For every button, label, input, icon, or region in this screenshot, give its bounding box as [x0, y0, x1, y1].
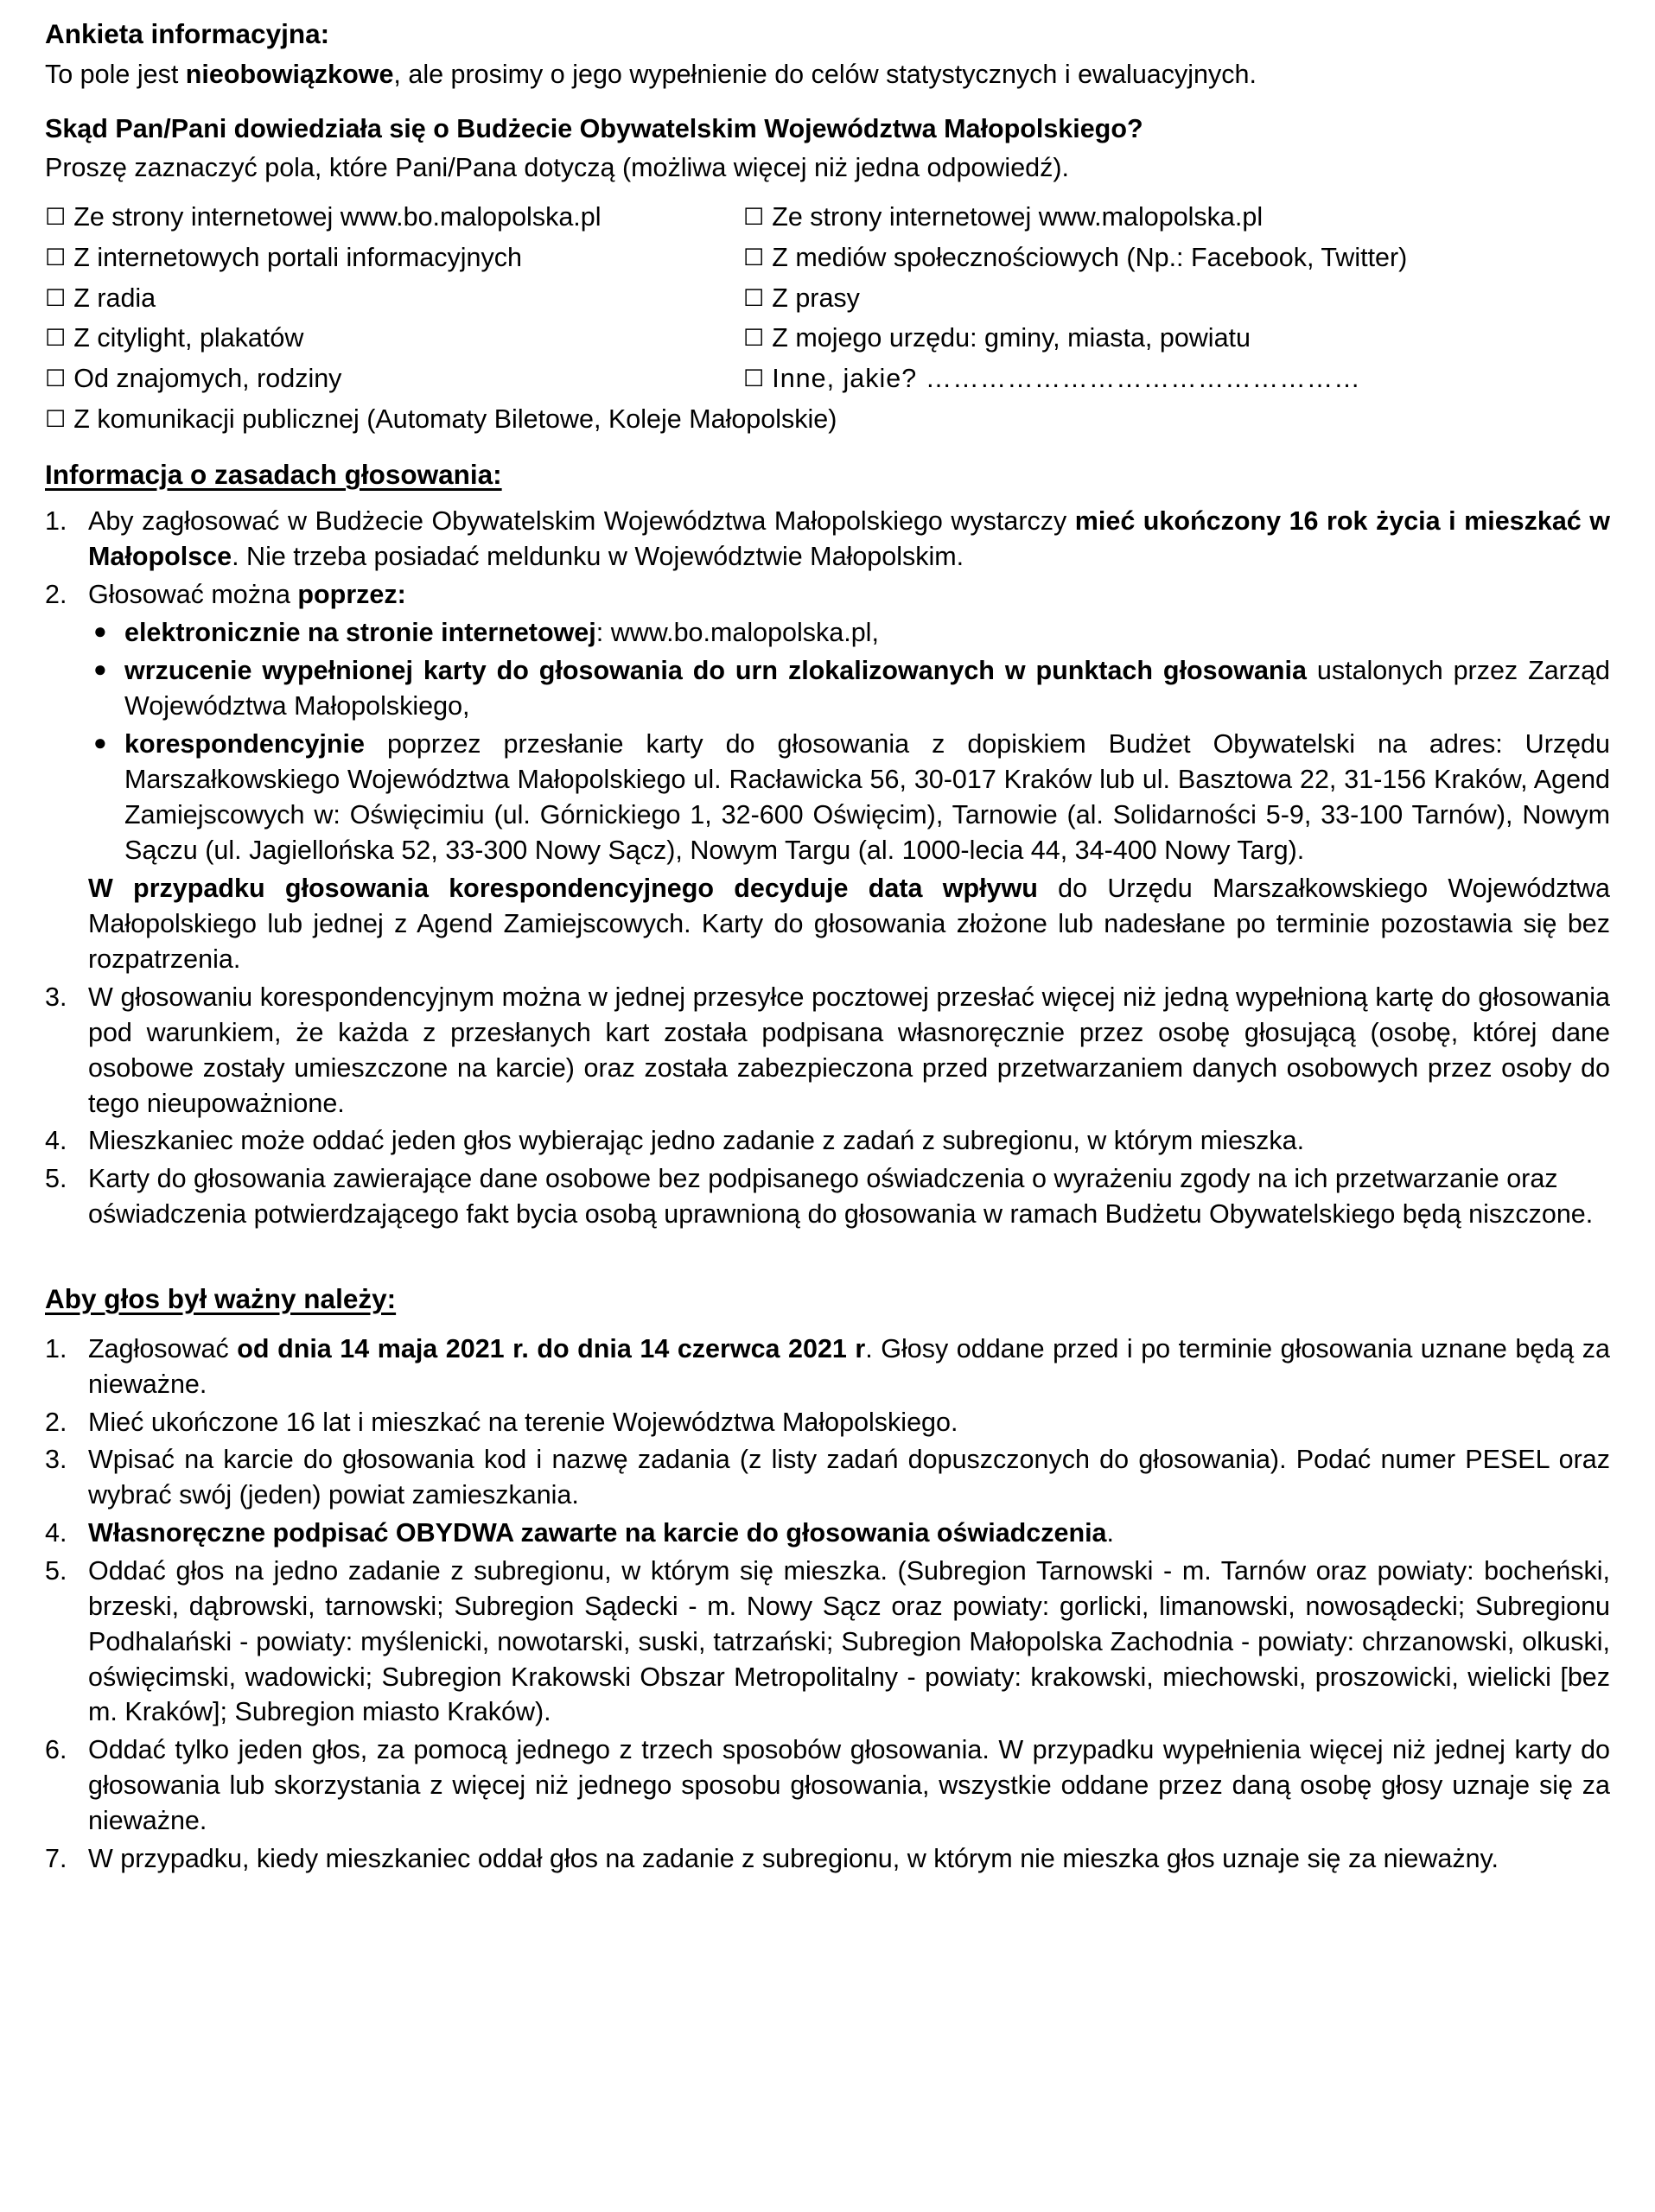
list-marker: 5. — [45, 1556, 67, 1586]
validity-heading: Aby głos był ważny należy: — [45, 1282, 397, 1314]
checkbox-option-znajomi-rodzina[interactable] — [45, 361, 743, 397]
survey-options-grid — [45, 200, 1610, 437]
text-part: Zagłosować — [88, 1333, 238, 1363]
bullet-icon: ● — [93, 728, 107, 755]
survey-heading: Ankieta informacyjna: — [45, 18, 330, 49]
list-text: Oddać tylko jeden głos, za pomocą jednego z trzech sposobów głosowania. W przypadku wypełnienia więcej niż jednej karty do głosowania lub skorzystania z więcej niż jednego sposobu głosowania, wszystkie oddane przez daną osobę głosy uznaje się za nieważne. — [88, 1735, 1610, 1836]
voting-methods-list — [45, 615, 1610, 868]
text-part: : www.bo.malopolska.pl, — [595, 618, 879, 648]
checkbox-cell-right — [743, 281, 1610, 316]
rules-section — [45, 456, 1610, 1232]
survey-section — [45, 16, 1610, 437]
checkbox-row — [45, 281, 1610, 316]
rules-list-item — [45, 504, 1610, 575]
checkbox-row — [45, 321, 1610, 356]
checkbox-icon[interactable]: ☐ — [743, 325, 765, 353]
validity-list — [45, 1332, 1610, 1877]
text-bold: wrzucenie wypełnionej karty do głosowania do urn zlokalizowanych w punktach głosowania — [124, 656, 1307, 686]
checkbox-option-media-spolecznosciowe[interactable] — [743, 240, 1610, 276]
checkbox-icon[interactable]: ☐ — [45, 203, 67, 231]
list-text — [88, 577, 1610, 613]
checkbox-label: Z citylight, plakatów — [73, 323, 304, 353]
checkbox-option-prasa[interactable] — [743, 281, 1610, 316]
checkbox-option-moj-urzad[interactable] — [743, 321, 1610, 356]
checkbox-icon[interactable]: ☐ — [45, 325, 67, 353]
list-text: Oddać głos na jedno zadanie z subregionu, w którym się mieszka. (Subregion Tarnowski - m. Tarnów oraz powiaty: bocheński, brzeski, dąbrowski, tarnowski; Subregion Sądecki - m. Nowy Sącz oraz powiaty: gorlicki, limanowski, nowosądecki; Subregionu Podhalański - powiaty: myślenicki, nowotarski, suski, tatrzański; Subregion Małopolska Zachodnia - powiaty: chrzanowski, olkuski, oświęcimski, wadowicki; Subregion Krakowski Obszar Metropolitalny - powiaty: krakowski, miechowski, proszowicki, wielicki [bez m. Kraków]; Subregion miasto Kraków). — [88, 1556, 1610, 1727]
text-part: . — [1106, 1518, 1115, 1548]
list-text: Mieć ukończone 16 lat i mieszkać na terenie Województwa Małopolskiego. — [88, 1407, 958, 1437]
checkbox-label: Z internetowych portali informacyjnych — [73, 242, 522, 272]
checkbox-label: Ze strony internetowej www.bo.malopolska.pl — [73, 201, 602, 232]
checkbox-option-komunikacja-publiczna[interactable] — [45, 402, 1610, 437]
validity-list-item — [45, 1442, 1610, 1513]
checkbox-option-radio[interactable] — [45, 281, 743, 316]
list-marker: 6. — [45, 1735, 67, 1765]
validity-section — [45, 1281, 1610, 1877]
mail-voting-note — [45, 871, 1610, 977]
rules-list-item — [45, 1123, 1610, 1159]
checkbox-row — [45, 240, 1610, 276]
checkbox-cell-right — [743, 361, 1610, 397]
list-marker: 4. — [45, 1518, 67, 1548]
validity-list-item — [45, 1841, 1610, 1877]
text-part: Głosować można — [88, 579, 298, 609]
checkbox-label-inne-with-blank-line[interactable]: Inne, jakie? ………………………………………… — [772, 364, 1361, 394]
rules-heading-wrap — [45, 456, 1610, 493]
text-bold: mieć ukończony 16 rok życia i mieszkać w Małopolsce — [88, 505, 1610, 571]
list-marker: 1. — [45, 505, 67, 536]
list-marker: 3. — [45, 982, 67, 1012]
checkbox-icon[interactable]: ☐ — [743, 244, 765, 271]
checkbox-icon[interactable]: ☐ — [45, 284, 67, 312]
survey-instruction: Proszę zaznaczyć pola, które Pani/Pana dotyczą (możliwa więcej niż jedna odpowiedź). — [45, 152, 1070, 182]
checkbox-cell-left — [45, 361, 743, 397]
list-marker: 2. — [45, 1407, 67, 1437]
list-marker: 1. — [45, 1333, 67, 1363]
checkbox-icon[interactable]: ☐ — [45, 406, 67, 434]
checkbox-icon[interactable]: ☐ — [743, 284, 765, 312]
survey-question: Skąd Pan/Pani dowiedziała się o Budżecie Obywatelskim Województwa Małopolskiego? — [45, 114, 1143, 144]
checkbox-option-portale-informacyjne[interactable] — [45, 240, 743, 276]
bullet-item-electronic — [45, 615, 1610, 651]
rules-heading: Informacja o zasadach głosowania: — [45, 458, 502, 490]
list-marker: 4. — [45, 1126, 67, 1156]
checkbox-cell-left — [45, 321, 743, 356]
bullet-icon: ● — [93, 656, 107, 683]
rules-list-item — [45, 1161, 1610, 1232]
checkbox-icon[interactable]: ☐ — [743, 203, 765, 231]
validity-heading-wrap — [45, 1281, 1610, 1318]
text-part: . Nie trzeba posiadać meldunku w Województwie Małopolskim. — [232, 541, 964, 571]
checkbox-icon[interactable]: ☐ — [45, 244, 67, 271]
list-text: Mieszkaniec może oddać jeden głos wybierając jedno zadanie z zadań z subregionu, w którym mieszka. — [88, 1126, 1305, 1156]
checkbox-row — [45, 361, 1610, 397]
text-part: do Urzędu Marszałkowskiego Województwa Małopolskiego lub jednej z Agend Zamiejscowych. Karty do głosowania złożone lub nadesłane po terminie pozostawia się bez rozpatrzenia. — [88, 874, 1610, 975]
checkbox-label: Z mediów społecznościowych (Np.: Facebook, Twitter) — [772, 242, 1408, 272]
text-part: . Głosy oddane przed i po terminie głosowania uznane będą za nieważne. — [88, 1333, 1610, 1399]
survey-intro-part1: To pole jest — [45, 60, 186, 90]
list-marker: 5. — [45, 1164, 67, 1194]
rules-list-continued — [45, 980, 1610, 1232]
checkbox-label: Z prasy — [772, 283, 860, 313]
survey-intro-part2: , ale prosimy o jego wypełnienie do celów statystycznych i ewaluacyjnych. — [393, 60, 1257, 90]
list-text: Karty do głosowania zawierające dane osobowe bez podpisanego oświadczenia o wyrażeniu zgody na ich przetwarzanie oraz oświadczenia potwierdzającego fakt bycia osobą uprawnioną do głosowania w ramach Budżetu Obywatelskiego będą niszczone. — [88, 1164, 1594, 1230]
list-text: W głosowaniu korespondencyjnym można w jednej przesyłce pocztowej przesłać więcej niż jedną wypełnioną kartę do głosowania pod warunkiem, że każda z przesłanych kart została podpisana własnoręcznie przez osobę głosującą (osobę, której dane osobowe zostały umieszczone na karcie) oraz została zabezpieczona przed przetwarzaniem danych osobowych przez osoby do tego nieupoważnione. — [88, 982, 1610, 1118]
checkbox-label: Ze strony internetowej www.malopolska.pl — [772, 201, 1264, 232]
bullet-item-ballot-box — [45, 653, 1610, 724]
validity-list-item — [45, 1405, 1610, 1440]
survey-intro — [45, 57, 1610, 92]
validity-list-item — [45, 1516, 1610, 1551]
checkbox-cell-right — [743, 321, 1610, 356]
checkbox-icon[interactable]: ☐ — [45, 365, 67, 393]
list-marker: 7. — [45, 1843, 67, 1873]
survey-intro-bold: nieobowiązkowe — [185, 60, 394, 90]
checkbox-icon[interactable]: ☐ — [743, 365, 765, 393]
bullet-item-mail — [45, 727, 1610, 868]
text-bold: korespondencyjnie — [124, 728, 365, 759]
validity-list-item — [45, 1332, 1610, 1402]
document-body — [45, 16, 1610, 1877]
checkbox-label: Z radia — [73, 283, 156, 313]
checkbox-cell-left — [45, 281, 743, 316]
checkbox-cell-left — [45, 240, 743, 276]
list-marker: 3. — [45, 1445, 67, 1475]
list-text: W przypadku, kiedy mieszkaniec oddał głos na zadanie z subregionu, w którym nie mieszka głos uznaje się za nieważny. — [88, 1843, 1499, 1873]
text-part: ustalonych przez Zarząd Województwa Małopolskiego, — [124, 656, 1610, 721]
list-text: Wpisać na karcie do głosowania kod i nazwę zadania (z listy zadań dopuszczonych do głosowania). Podać numer PESEL oraz wybrać swój (jeden) powiat zamieszkania. — [88, 1445, 1610, 1510]
checkbox-label: Z komunikacji publicznej (Automaty Biletowe, Koleje Małopolskie) — [73, 404, 837, 435]
bullet-icon: ● — [93, 618, 107, 645]
checkbox-cell-right — [743, 240, 1610, 276]
list-marker: 2. — [45, 579, 67, 609]
checkbox-label: Z mojego urzędu: gminy, miasta, powiatu — [772, 323, 1251, 353]
text-bold: od dnia 14 maja 2021 r. do dnia 14 czerwca 2021 r — [237, 1333, 866, 1363]
checkbox-row — [45, 402, 1610, 437]
rules-list-item — [45, 577, 1610, 613]
checkbox-option-www-malopolska[interactable] — [743, 200, 1610, 235]
checkbox-cell-left — [45, 200, 743, 235]
checkbox-option-citylight-plakaty[interactable] — [45, 321, 743, 356]
checkbox-option-www-bo-malopolska[interactable] — [45, 200, 743, 235]
text-bold: W przypadku głosowania korespondencyjnego decyduje data wpływu — [88, 874, 1038, 904]
text-part: Aby zagłosować w Budżecie Obywatelskim Województwa Małopolskiego wystarczy — [88, 505, 1075, 536]
text-part: poprzez przesłanie karty do głosowania z dopiskiem Budżet Obywatelski na adres: Urzędu Marszałkowskiego Województwa Małopolskiego ul. Racławicka 56, 30-017 Kraków lub ul. Basztowa 22, 31-156 Kraków, Agend Zamiejscowych w: Oświęcimiu (ul. Górnickiego 1, 32-600 Oświęcim), Tarnowie (al. Solidarności 5-9, 33-100 Tarnów), Nowym Sączu (ul. Jagiellońska 52, 33-300 Nowy Sącz), Nowym Targu (al. 1000-lecia 44, 34-400 Nowy Targ). — [124, 728, 1610, 865]
list-text — [88, 504, 1610, 575]
checkbox-label: Od znajomych, rodziny — [73, 364, 342, 394]
validity-list-item — [45, 1554, 1610, 1730]
text-bold: Własnoręczne podpisać OBYDWA zawarte na karcie do głosowania oświadczenia — [88, 1518, 1107, 1548]
checkbox-option-inne[interactable] — [743, 361, 1610, 397]
text-bold: poprzez: — [297, 579, 406, 609]
rules-list-item — [45, 980, 1610, 1121]
checkbox-row — [45, 200, 1610, 235]
rules-list — [45, 504, 1610, 613]
validity-list-item — [45, 1732, 1610, 1839]
text-bold: elektronicznie na stronie internetowej — [124, 618, 596, 648]
checkbox-cell-right — [743, 200, 1610, 235]
checkbox-cell-full — [45, 402, 1610, 437]
list-text — [88, 1516, 1610, 1551]
list-text — [88, 1332, 1610, 1402]
